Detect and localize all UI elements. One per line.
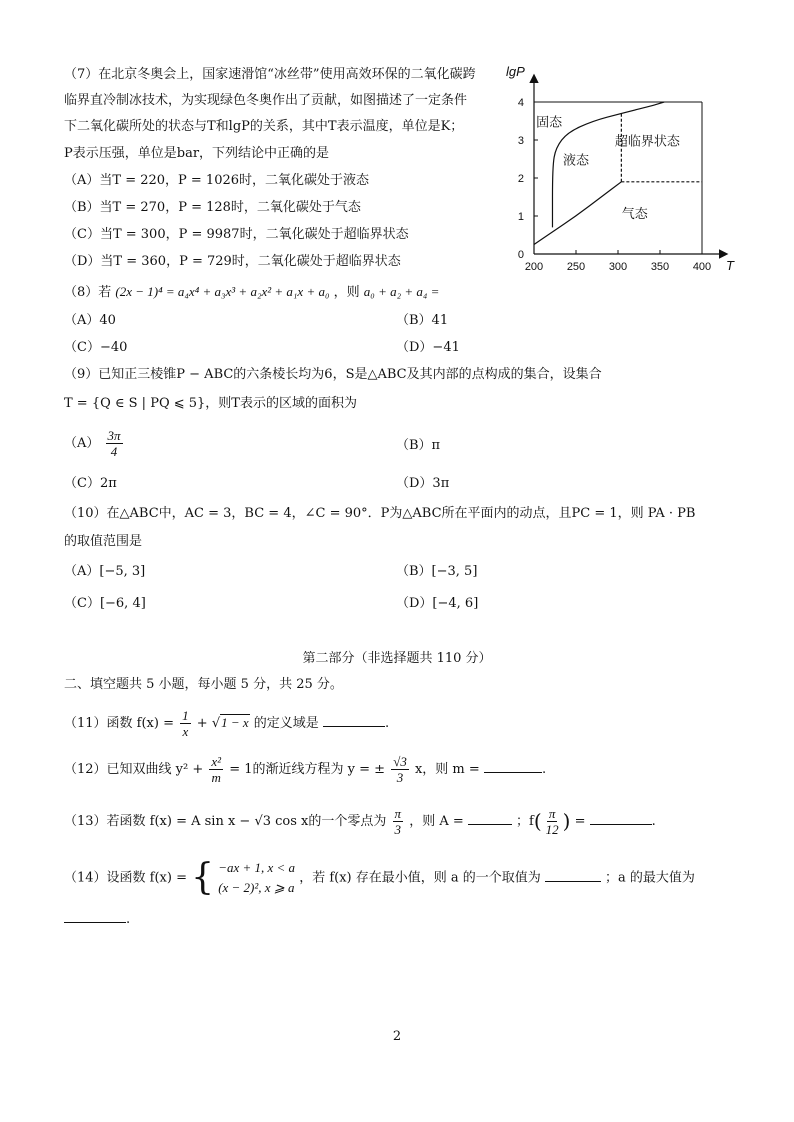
- q7-option-c: （C）当T = 300，P = 9987时，二氧化碳处于超临界状态: [64, 227, 409, 242]
- q9-option-c: （C）2π: [64, 476, 117, 491]
- q12-denominator-2: 3: [396, 770, 404, 785]
- q8-stem: [64, 283, 439, 302]
- q12: [64, 754, 546, 785]
- q13-end: .: [651, 814, 656, 829]
- q11-sqrt-sign: √: [211, 716, 221, 731]
- q14-case2: (x − 2)², x ⩾ a: [218, 880, 295, 895]
- region-label: 气态: [621, 205, 648, 221]
- q11-end: .: [384, 716, 390, 731]
- region-label: 固态: [536, 114, 563, 130]
- y-tick-label: 4: [517, 97, 524, 109]
- q13-answer-blank-2[interactable]: [590, 812, 652, 825]
- q9-a-numerator: 3π: [107, 428, 121, 443]
- x-tick-label: 350: [650, 261, 670, 273]
- q9-option-a: [64, 428, 125, 459]
- x-tick-label: 400: [692, 261, 712, 273]
- q8-stem-pre: （8）若: [64, 285, 112, 300]
- phase-diagram: [500, 58, 740, 288]
- q12-denominator: m: [211, 770, 221, 785]
- q9-option-a-label: （A）: [64, 436, 100, 451]
- q7-line2: 临界直冷制冰技术，为实现绿色冬奥作出了贡献，如图描述了一定条件: [64, 93, 468, 108]
- q12-numerator-2: √3: [393, 754, 407, 769]
- q9-line1: （9）已知正三棱锥P − ABC的六条棱长均为6，S是△ABC及其内部的点构成的集合，设集合: [64, 367, 602, 382]
- q7-option-d: （D）当T = 360，P = 729时，二氧化碳处于超临界状态: [64, 254, 401, 269]
- q10-line2: 的取值范围是: [64, 534, 143, 549]
- q11-denominator: x: [182, 724, 189, 739]
- q8-stem-mid: ，则: [333, 285, 360, 300]
- q11-post: 的定义域是: [253, 716, 319, 731]
- x-tick-label: 200: [524, 261, 544, 273]
- q13-fraction: [393, 806, 404, 837]
- q13-denominator-2: 12: [545, 822, 559, 837]
- q8-option-b: （B）41: [396, 313, 449, 328]
- q11-numerator: 1: [182, 708, 189, 723]
- q9-a-denominator: 4: [110, 444, 118, 459]
- phase-boundary: [534, 182, 621, 245]
- y-tick-label: 2: [517, 173, 524, 185]
- q14-answer-blank-1[interactable]: [545, 869, 601, 882]
- page-number: 2: [392, 1029, 402, 1044]
- q13-mid: ，则 A =: [409, 814, 464, 829]
- q12-fraction-2: [391, 754, 409, 785]
- q12-fraction: [209, 754, 223, 785]
- q11: [64, 708, 389, 739]
- q13-eq: =: [574, 814, 586, 829]
- q9-option-d: （D）3π: [396, 476, 450, 491]
- q13-answer-blank-1[interactable]: [468, 812, 512, 825]
- q13-pre: （13）若函数 f(x) = A sin x − √3 cos x的一个零点为: [64, 814, 387, 829]
- q13: [64, 806, 656, 837]
- y-axis-label: lgP: [506, 64, 525, 79]
- q8-option-a: （A）40: [64, 313, 116, 328]
- x-axis-label: T: [726, 258, 734, 273]
- q14-post: ，若 f(x) 存在最小值，则 a 的一个取值为: [299, 870, 541, 886]
- q11-pre: （11）函数 f(x) =: [64, 716, 174, 731]
- q14-line2: [64, 910, 130, 929]
- region-label: 液态: [562, 152, 590, 168]
- q14-case1: −ax + 1, x < a: [218, 860, 296, 875]
- q10-option-a: （A）[−5, 3]: [64, 564, 146, 579]
- x-tick-label: 250: [566, 261, 586, 273]
- q13-denominator: 3: [394, 822, 402, 837]
- q13-numerator: π: [394, 806, 402, 821]
- y-tick-label: 1: [517, 211, 524, 223]
- q9-option-b: （B）π: [396, 438, 441, 453]
- q11-answer-blank[interactable]: [323, 714, 385, 727]
- q7-line4: P表示压强，单位是bar，下列结论中正确的是: [64, 146, 330, 161]
- q10-option-b: （B）[−3, 5]: [396, 564, 478, 579]
- q10-option-c: （C）[−6, 4]: [64, 596, 146, 611]
- q13-right-paren: ): [562, 809, 571, 833]
- q11-mid: +: [196, 716, 212, 731]
- x-tick-label: 300: [608, 261, 628, 273]
- q13-mid2: ；f: [516, 814, 534, 829]
- q13-left-paren: (: [533, 809, 542, 833]
- q10-option-d: （D）[−4, 6]: [396, 596, 479, 611]
- q12-answer-blank[interactable]: [484, 760, 542, 773]
- q9-line2: T = {Q ∈ S | PQ ⩽ 5}，则T表示的区域的面积为: [64, 396, 357, 411]
- q8-option-c: （C）−40: [64, 340, 128, 355]
- q7-line3: 下二氧化碳所处的状态与T和lgP的关系，其中T表示温度，单位是K；: [64, 119, 464, 134]
- q13-fraction-2: [544, 806, 561, 837]
- q7-line1: （7）在北京冬奥会上，国家速滑馆“冰丝带”使用高效环保的二氧化碳跨: [64, 67, 476, 82]
- q11-fraction: [180, 708, 191, 739]
- q14-end: .: [126, 912, 131, 927]
- part2-section-heading: 二、填空题共 5 小题，每小题 5 分，共 25 分。: [64, 677, 343, 692]
- y-tick-label: 3: [517, 135, 524, 147]
- q9-option-a-fraction: [106, 428, 123, 459]
- q14-cases: [218, 858, 295, 898]
- region-label: 超临界状态: [614, 133, 680, 149]
- q11-radicand: 1 − x: [221, 715, 249, 730]
- y-tick-label: 0: [517, 249, 524, 261]
- q12-numerator: x²: [211, 754, 222, 769]
- q8-option-d: （D）−41: [396, 340, 460, 355]
- q8-ask: a₀ + a₂ + a₄ =: [363, 284, 440, 299]
- q14-post2: ；a 的最大值为: [605, 870, 695, 886]
- q12-pre: （12）已知双曲线 y² +: [64, 762, 204, 777]
- q14-answer-blank-2[interactable]: [64, 910, 126, 923]
- q7-option-b: （B）当T = 270，P = 128时，二氧化碳处于气态: [64, 200, 361, 215]
- q14: [64, 858, 695, 898]
- q8-expression: (2x − 1)⁴ = a₄x⁴ + a₃x³ + a₂x² + a₁x + a₀: [115, 284, 330, 299]
- q10-line1: （10）在△ABC中，AC = 3，BC = 4，∠C = 90°．P为△ABC所在平面内的动点，且PC = 1，则 PA · PB: [64, 506, 696, 521]
- part2-title: 第二部分（非选择题共 110 分）: [302, 651, 492, 666]
- q14-pre: （14）设函数 f(x) =: [64, 870, 187, 886]
- q12-mid: = 1的渐近线方程为 y = ±: [229, 762, 386, 777]
- q12-end: .: [541, 762, 547, 777]
- q12-post: x，则 m =: [414, 762, 480, 777]
- q13-numerator-2: π: [548, 806, 556, 821]
- q7-option-a: （A）当T = 220，P = 1026时，二氧化碳处于液态: [64, 173, 370, 188]
- q14-brace: {: [191, 857, 215, 898]
